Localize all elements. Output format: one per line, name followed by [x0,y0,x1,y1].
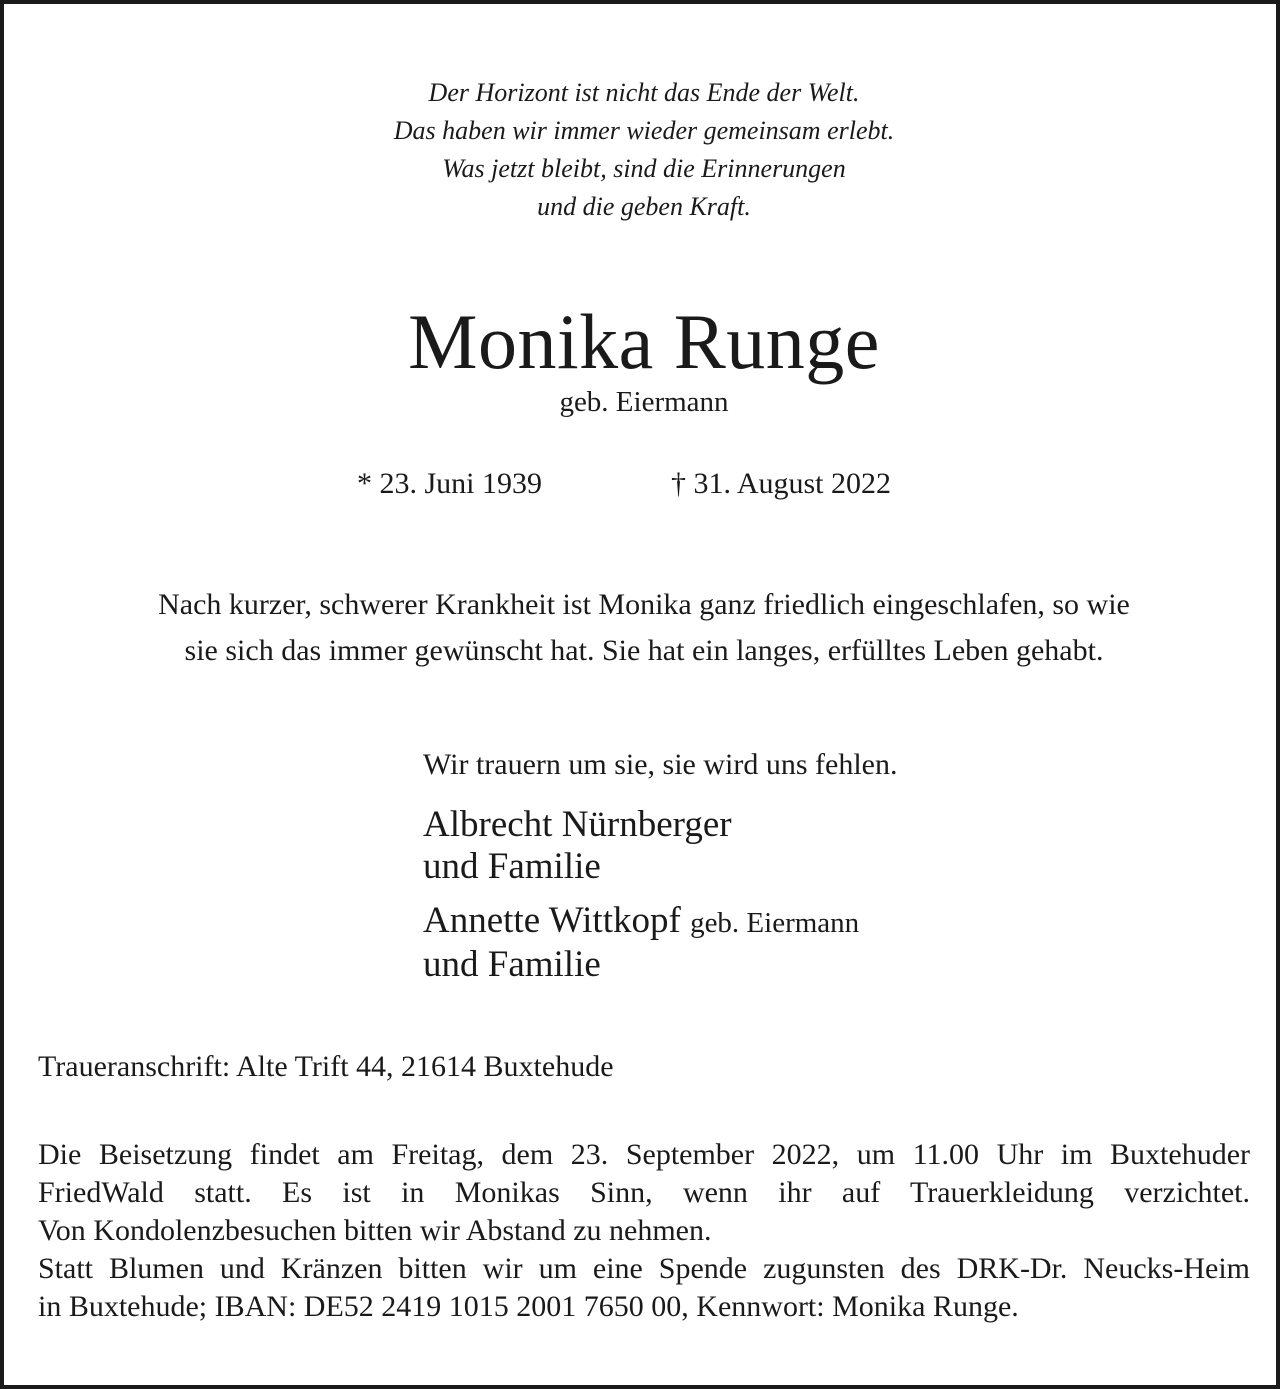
announcement-message [4,582,1280,674]
poem-line: Das haben wir immer wieder gemeinsam erlebt. [393,116,895,145]
message-line: Nach kurzer, schwerer Krankheit ist Monika ganz friedlich eingeschlafen, so wie [158,588,1130,621]
message-line: sie sich das immer gewünscht hat. Sie hat ein langes, erfülltes Leben gehabt. [184,634,1104,667]
mourning-statement: Wir trauern um sie, sie wird uns fehlen. [423,748,898,781]
details-line: Von Kondolenzbesuchen bitten wir Abstand zu nehmen. [38,1214,712,1247]
details-line: Statt Blumen und Kränzen bitten wir um eine Spende zugunsten des DRK-Dr. Neucks-Heim [38,1252,1250,1285]
mourning-address: Traueranschrift: Alte Trift 44, 21614 Buxtehude [38,1050,614,1083]
poem-line: Der Horizont ist nicht das Ende der Welt. [428,78,860,107]
mourner-entry [423,900,859,986]
mourner-maiden-name: geb. Eiermann [690,907,860,939]
details-line: Die Beisetzung findet am Freitag, dem 23. September 2022, um 11.00 Uhr im Buxtehuder [38,1138,1250,1171]
poem-line: Was jetzt bleibt, sind die Erinnerungen [442,154,846,183]
mourner-name: Annette Wittkopf [423,900,681,941]
funeral-details [38,1136,1250,1326]
deceased-name: Monika Runge [408,298,880,385]
birth-date: * 23. Juni 1939 [357,467,543,500]
details-line: in Buxtehude; IBAN: DE52 2419 1015 2001 7650 00, Kennwort: Monika Runge. [38,1290,1019,1323]
poem [4,74,1280,226]
mourner-name: Albrecht Nürnberger [423,804,732,845]
details-line: FriedWald statt. Es ist in Monikas Sinn, wenn ihr auf Trauerkleidung verzichtet. [38,1176,1250,1209]
poem-line: und die geben Kraft. [537,192,751,221]
mourner-family: und Familie [423,846,601,887]
maiden-name: geb. Eiermann [559,386,729,418]
mourner-family: und Familie [423,944,601,985]
death-date: † 31. August 2022 [671,467,892,500]
mourner-entry [423,804,732,888]
